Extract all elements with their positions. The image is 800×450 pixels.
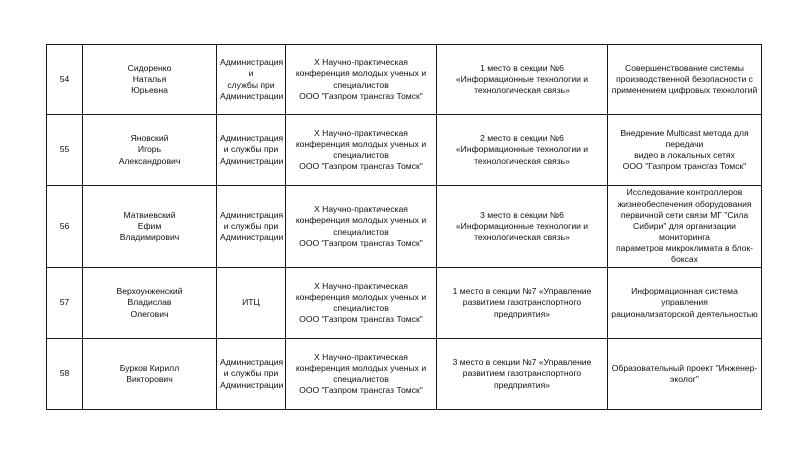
place-cell: 3 место в секции №7 «Управление развитием газотранспортного предприятия» xyxy=(437,339,608,410)
organization-cell: Администрация и службы при Администрации xyxy=(217,186,286,268)
row-number: 56 xyxy=(47,186,83,268)
row-number: 54 xyxy=(47,45,83,115)
organization-cell: Администрация и службы при Администрации xyxy=(217,45,286,115)
event-cell: X Научно-практическая конференция молодых ученых и специалистов ООО "Газпром трансгаз Томск" xyxy=(286,115,437,186)
table-row xyxy=(47,339,762,410)
results-table xyxy=(46,44,762,410)
row-number: 58 xyxy=(47,339,83,410)
place-cell: 1 место в секции №7 «Управление развитием газотранспортного предприятия» xyxy=(437,268,608,339)
table-row xyxy=(47,186,762,268)
organization-cell: ИТЦ xyxy=(217,268,286,339)
topic-cell: Исследование контроллеров жизнеобеспечения оборудования первичной сети связи МГ "Сила Сибири" для организации мониторинга параметров микроклимата в блок-боксах xyxy=(608,186,762,268)
row-number: 57 xyxy=(47,268,83,339)
event-cell: X Научно-практическая конференция молодых ученых и специалистов ООО "Газпром трансгаз Томск" xyxy=(286,268,437,339)
topic-cell: Образовательный проект "Инженер-эколог" xyxy=(608,339,762,410)
participant-name: Матвиевский Ефим Владимирович xyxy=(83,186,217,268)
participant-name: Верхоунженский Владислав Олегович xyxy=(83,268,217,339)
event-cell: X Научно-практическая конференция молодых ученых и специалистов ООО "Газпром трансгаз Томск" xyxy=(286,186,437,268)
row-number: 55 xyxy=(47,115,83,186)
place-cell: 2 место в секции №6 «Информационные технологии и технологическая связь» xyxy=(437,115,608,186)
topic-cell: Совершенствование системы производственной безопасности с применением цифровых технологий xyxy=(608,45,762,115)
participant-name: Бурков Кирилл Викторович xyxy=(83,339,217,410)
table-row xyxy=(47,268,762,339)
participant-name: Яновский Игорь Александрович xyxy=(83,115,217,186)
table-row xyxy=(47,115,762,186)
place-cell: 3 место в секции №6 «Информационные технологии и технологическая связь» xyxy=(437,186,608,268)
participant-name: Сидоренко Наталья Юрьевна xyxy=(83,45,217,115)
topic-cell: Информационная система управления рационализаторской деятельностью xyxy=(608,268,762,339)
table-row xyxy=(47,45,762,115)
place-cell: 1 место в секции №6 «Информационные технологии и технологическая связь» xyxy=(437,45,608,115)
organization-cell: Администрация и службы при Администрации xyxy=(217,339,286,410)
topic-cell: Внедрение Multicast метода для передачи видео в локальных сетях ООО "Газпром трансгаз Томск" xyxy=(608,115,762,186)
event-cell: X Научно-практическая конференция молодых ученых и специалистов ООО "Газпром трансгаз Томск" xyxy=(286,45,437,115)
event-cell: X Научно-практическая конференция молодых ученых и специалистов ООО "Газпром трансгаз Томск" xyxy=(286,339,437,410)
organization-cell: Администрация и службы при Администрации xyxy=(217,115,286,186)
